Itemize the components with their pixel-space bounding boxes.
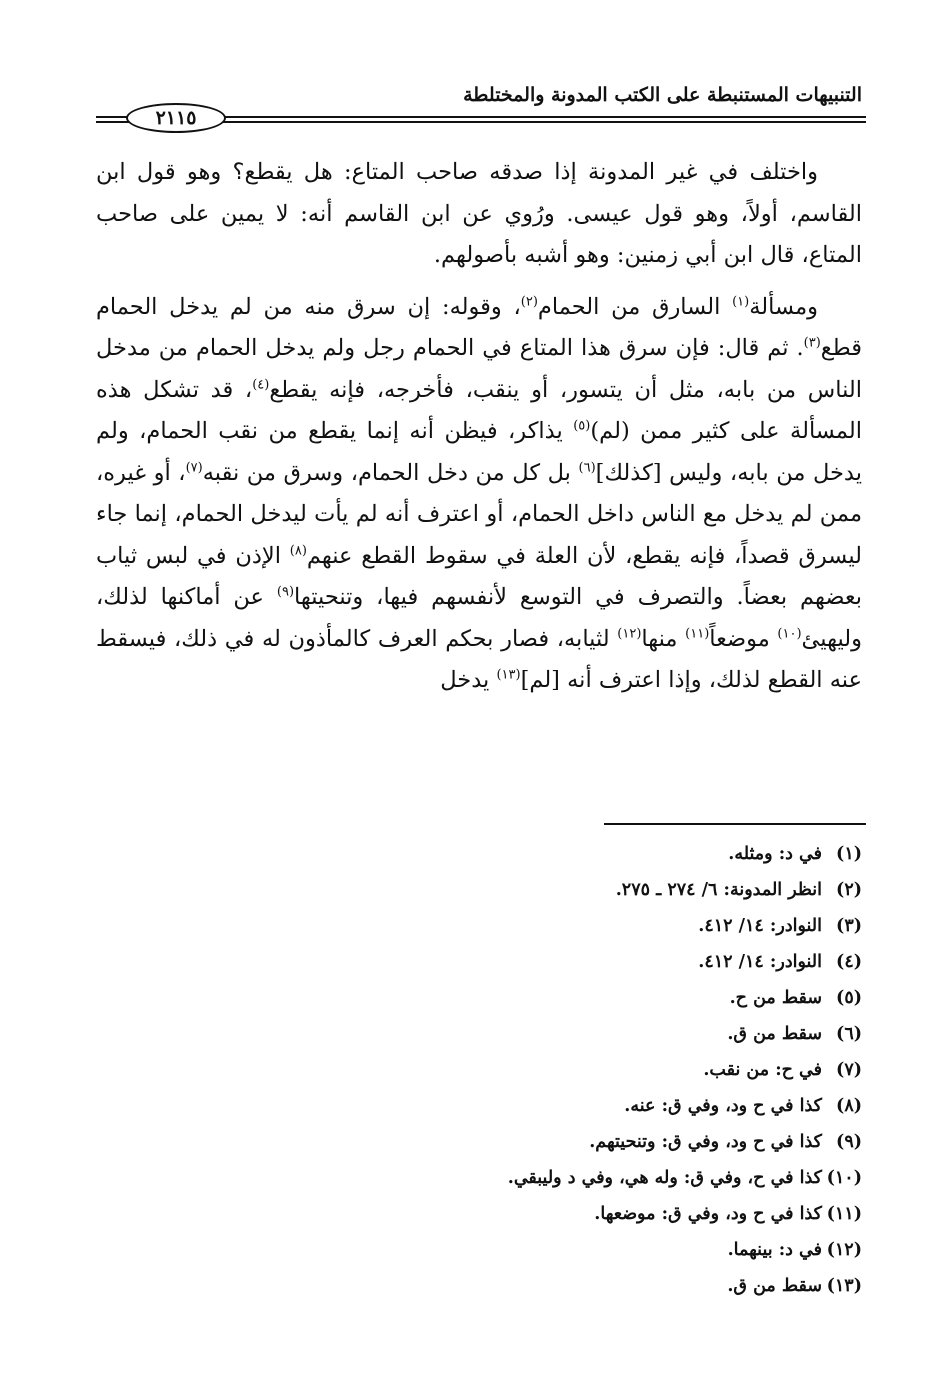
footnote-number: (٩)	[836, 1132, 862, 1152]
text-segment: . ثم قال: فإن سرق هذا المتاع في الحمام رجل ولم يدخل الحمام من مدخل الناس من بابه، مثل أن يتسور، أو ينقب، فأخرجه، فإنه يقطع	[96, 335, 862, 403]
footnotes	[82, 836, 862, 1304]
header-rule	[96, 103, 866, 133]
footnote-ref: (١٠)	[777, 626, 802, 641]
footnote-item	[82, 1016, 862, 1052]
footnote-item	[82, 1124, 862, 1160]
text-segment: ، أو غيره، ممن لم يدخل مع الناس داخل الحمام، أو اعترف أنه لم يأت ليدخل الحمام، إنما جاء ليسرق قصداً، فإنه يقطع، لأن العلة في سقوط القطع عنهم	[96, 459, 862, 569]
text-segment: يدخل	[440, 667, 497, 693]
footnote-ref: (٩)	[276, 584, 295, 600]
text-segment: موضعاً	[709, 625, 778, 652]
footnote-number: (٦)	[836, 1024, 862, 1044]
footnote-item	[82, 1052, 862, 1088]
text-segment: ، وقوله: إن سرق منه من لم يدخل الحمام قطع	[96, 293, 862, 361]
footnote-ref: (١١)	[685, 626, 710, 641]
footnote-text: في د: بينهما.	[727, 1240, 822, 1260]
footnote-number: (١٠)	[826, 1168, 862, 1188]
footnote-number: (٤)	[836, 952, 862, 972]
text-segment: عن أماكنها لذلك، وليهيئ	[96, 584, 862, 652]
footnote-ref: (٦)	[578, 460, 596, 475]
footnote-item	[82, 872, 862, 908]
page-number: ٢١١٥	[126, 103, 226, 133]
running-header-title: التنبيهات المستنبطة على الكتب المدونة والمختلطة	[463, 84, 862, 106]
footnote-item	[82, 836, 862, 872]
footnote-text: كذا في ح ود، وفي ق: وتنحيتهم.	[589, 1132, 822, 1152]
footnote-ref: (١)	[732, 294, 750, 309]
footnote-ref: (٨)	[289, 543, 307, 558]
text-segment: لثيابه، فصار بحكم العرف كالمأذون له في ذلك، فيسقط عنه القطع لذلك، وإذا اعترف أنه [لم]	[96, 625, 862, 693]
footnote-text: النوادر: ١٤/ ٤١٢.	[698, 952, 822, 972]
text-segment: ومسألة	[749, 293, 818, 320]
footnote-number: (٣)	[836, 916, 862, 936]
paragraph-2	[96, 287, 862, 702]
text-segment: السارق من الحمام	[537, 293, 721, 320]
footnote-item	[82, 1088, 862, 1124]
footnote-text: كذا في ح ود، وفي ق: موضعها.	[594, 1204, 822, 1224]
text-segment: ، قد تشكل هذه المسألة على كثير ممن (لم)	[96, 376, 862, 444]
footnote-item	[82, 944, 862, 980]
paragraph-1: واختلف في غير المدونة إذا صدقه صاحب المتاع: هل يقطع؟ وهو قول ابن القاسم، أولاً، وهو قول عيسى. ورُوي عن ابن القاسم أنه: لا يمين على صاحب المتاع، قال ابن أبي زمنين: وهو أشبه بأصولهم.	[96, 159, 862, 268]
footnote-item	[82, 908, 862, 944]
footnote-item	[82, 980, 862, 1016]
footnote-item	[82, 1160, 862, 1196]
text-segment: بل كل من دخل الحمام، وسرق من نقبه	[202, 459, 579, 486]
footnote-ref: (٤)	[252, 377, 270, 392]
footnote-item	[82, 1268, 862, 1304]
footnote-ref: (١٣)	[496, 667, 521, 683]
footnote-text: سقط من ق.	[727, 1276, 822, 1296]
footnote-number: (٢)	[836, 880, 862, 900]
text-segment: يذاكر، فيظن أنه إنما يقطع من نقب الحمام، ولم يدخل من بابه، وليس [كذلك]	[96, 418, 862, 486]
footnote-separator	[604, 823, 866, 825]
footnote-text: كذا في ح ود، وفي ق: عنه.	[624, 1096, 822, 1116]
footnote-text: النوادر: ١٤/ ٤١٢.	[698, 916, 822, 936]
footnote-ref: (٢)	[520, 294, 538, 309]
footnote-text: في د: ومثله.	[728, 844, 822, 864]
footnote-ref: (٣)	[803, 335, 821, 351]
footnote-text: انظر المدونة: ٦/ ٢٧٤ ـ ٢٧٥.	[615, 880, 822, 900]
footnote-number: (١٢)	[826, 1240, 862, 1260]
footnote-text: كذا في ح، وفي ق: وله هي، وفي د وليبقي.	[507, 1168, 822, 1188]
footnote-ref: (٧)	[185, 460, 203, 475]
footnote-text: في ح: من نقب.	[703, 1060, 822, 1080]
footnote-number: (١)	[836, 844, 862, 864]
footnote-text: سقط من ق.	[727, 1024, 822, 1044]
footnote-ref: (١٢)	[617, 626, 642, 641]
footnote-ref: (٥)	[573, 418, 591, 434]
footnote-number: (١١)	[826, 1204, 862, 1224]
text-segment: منها	[641, 625, 686, 652]
footnote-item	[82, 1232, 862, 1268]
footnote-number: (٧)	[836, 1060, 862, 1080]
main-text	[96, 152, 862, 702]
footnote-number: (١٣)	[826, 1276, 862, 1296]
footnote-item	[82, 1196, 862, 1232]
footnote-text: سقط من ح.	[729, 988, 822, 1008]
footnote-number: (٥)	[836, 988, 862, 1008]
text-segment: الإذن في لبس ثياب بعضهم بعضاً. والتصرف في التوسع لأنفسهم فيها، وتنحيتها	[96, 542, 862, 610]
footnote-number: (٨)	[836, 1096, 862, 1116]
